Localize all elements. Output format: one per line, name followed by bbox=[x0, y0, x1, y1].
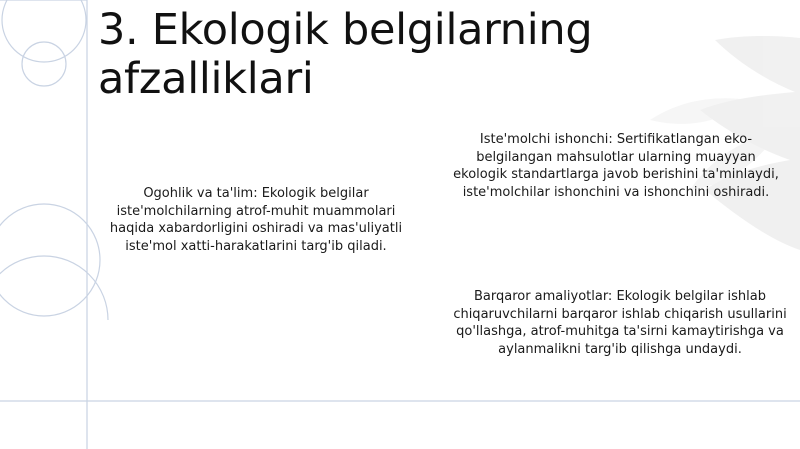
awareness-paragraph: Ogohlik va ta'lim: Ekologik belgilar iste'molchilarning atrof-muhit muammolari haqida xabardorligini oshiradi va mas'uliyatli iste'mol xatti-harakatlarini targ'ib qiladi. bbox=[109, 186, 403, 254]
leaf-watermark bbox=[650, 0, 800, 250]
slide-title: 3. Ekologik belgilarning afzalliklari bbox=[98, 5, 593, 104]
sustainable-practices-paragraph: Barqaror amaliyotlar: Ekologik belgilar ishlab chiqaruvchilarni barqaror ishlab chiqarish usullarini qo'llashga, atrof-muhitga ta'sirni kamaytirishga va aylanmalikni targ'ib qilishga undaydi. bbox=[453, 289, 787, 357]
consumer-trust-paragraph: Iste'molchi ishonchi: Sertifikatlangan eko-belgilangan mahsulotlar ularning muayyan ekologik standartlarga javob berishini ta'minlaydi, iste'molchilar ishonchini va ishonchini oshiradi. bbox=[453, 132, 779, 200]
